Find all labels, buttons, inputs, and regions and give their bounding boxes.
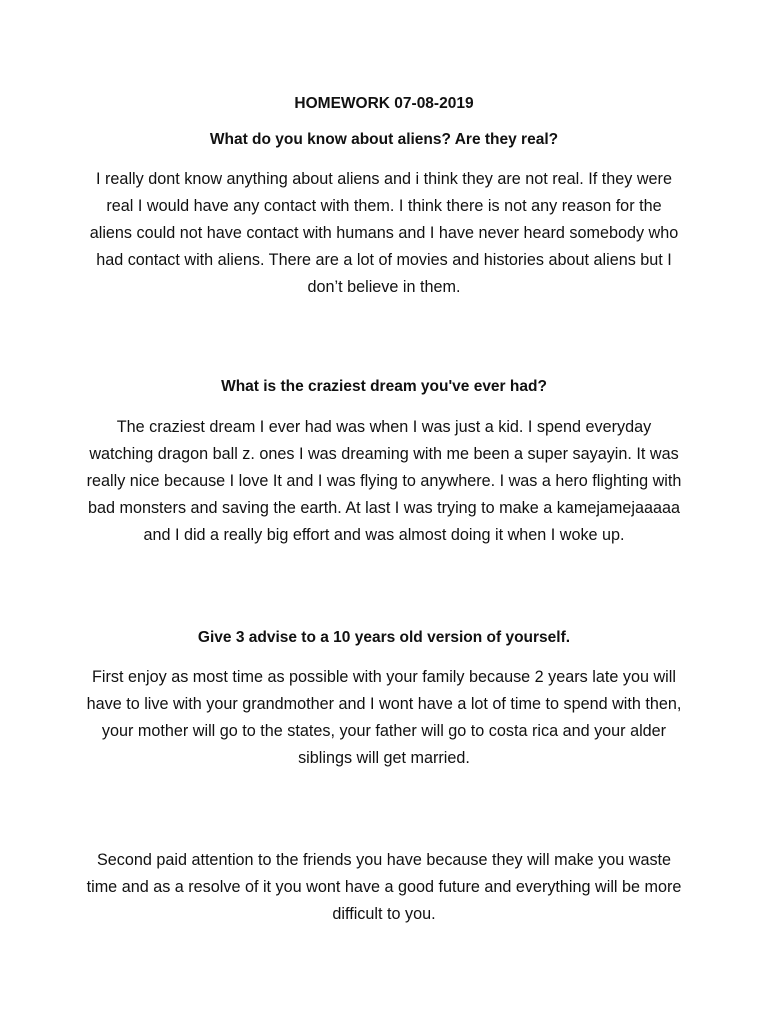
question-advice: Give 3 advise to a 10 years old version of yourself. <box>197 629 571 646</box>
answer-advice-first: First enjoy as most time as possible with your family because 2 years late you will have to live with your grandmother and I wont have a lot of time to spend with then, your mother will go to the states, your father will go to costa rica and your alder siblings will get married. <box>86 668 682 767</box>
answer-craziest-dream: The craziest dream I ever had was when I was just a kid. I spend everyday watching dragon ball z. ones I was dreaming with me been a super sayayin. It was really nice because I love It and I was flying to anywhere. I was a hero flighting with bad monsters and saving the earth. At last I was trying to make a kamejamejaaaaa and I did a really big effort and was almost doing it when I woke up. <box>86 418 682 544</box>
answer-advice-second: Second paid attention to the friends you have because they will make you waste time and as a resolve of it you wont have a good future and everything will be more difficult to you. <box>86 851 682 923</box>
document-title: HOMEWORK 07-08-2019 <box>294 95 474 112</box>
answer-aliens: I really dont know anything about aliens and i think they are not real. If they were real I would have any contact with them. I think there is not any reason for the aliens could not have contact with humans and I have never heard somebody who had contact with aliens. There are a lot of movies and histories about aliens but I don’t believe in them. <box>89 170 679 296</box>
question-aliens: What do you know about aliens? Are they real? <box>209 131 559 148</box>
question-craziest-dream: What is the craziest dream you've ever had? <box>221 378 547 395</box>
